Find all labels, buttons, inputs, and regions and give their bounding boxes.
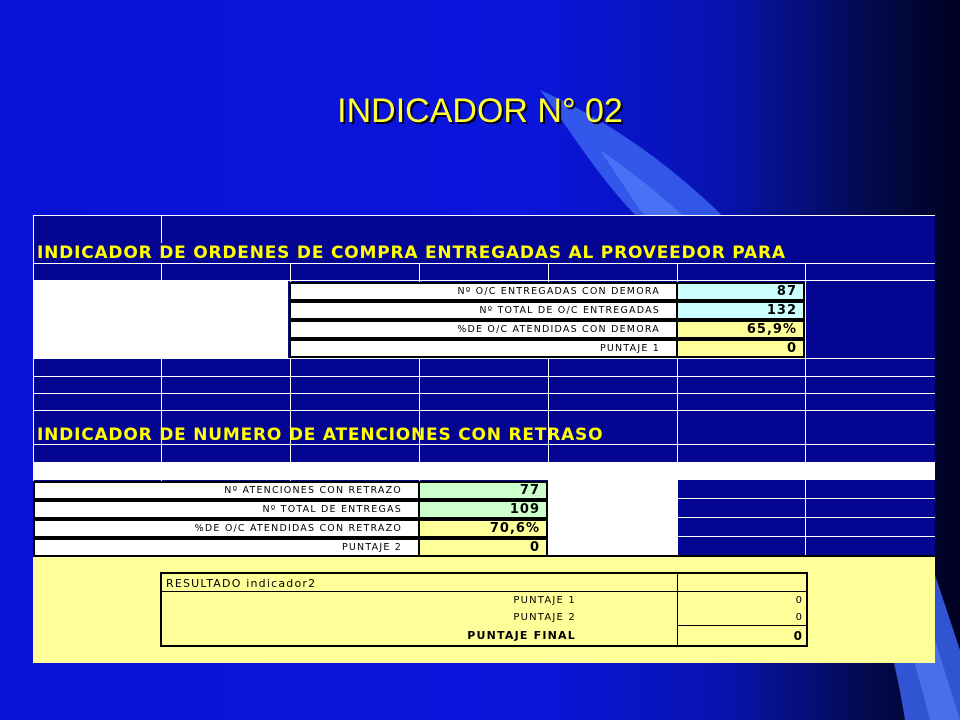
- slide-title: INDICADOR N° 02: [337, 92, 623, 130]
- indicator2-row-value: 77: [418, 481, 548, 500]
- indicator1-row-value: 0: [676, 339, 805, 358]
- indicator2-row-value: 70,6%: [418, 519, 548, 538]
- indicator2-row-value: 109: [418, 500, 548, 519]
- indicator1-row-value: 65,9%: [676, 320, 805, 339]
- result-value-rule: [678, 625, 806, 626]
- indicator2-row-label: Nº ATENCIONES CON RETRAZO: [33, 481, 420, 500]
- result-title: RESULTADO indicador2: [166, 577, 317, 590]
- indicator1-row-label: Nº TOTAL DE O/C ENTREGADAS: [289, 301, 678, 320]
- white-separator-row: [33, 462, 935, 479]
- result-row-value: 0: [795, 595, 802, 606]
- indicator1-row-label: %DE O/C ATENDIDAS CON DEMORA: [289, 320, 678, 339]
- result-row-label: PUNTAJE 2: [513, 612, 576, 623]
- result-final-label: PUNTAJE FINAL: [467, 629, 576, 642]
- indicator1-row-value: 132: [676, 301, 805, 320]
- indicator2-blank-block: [549, 479, 677, 555]
- indicator1-row-value: 87: [676, 282, 805, 301]
- result-divider: [677, 574, 678, 645]
- result-title-rule: [162, 591, 806, 592]
- indicator2-row-label: PUNTAJE 2: [33, 538, 420, 557]
- spreadsheet-table: [33, 215, 935, 663]
- indicator1-heading: INDICADOR DE ORDENES DE COMPRA ENTREGADAS AL PROVEEDOR PARA: [37, 243, 786, 263]
- indicator1-row-label: Nº O/C ENTREGADAS CON DEMORA: [289, 282, 678, 301]
- result-box: [160, 572, 808, 647]
- indicator2-row-label: Nº TOTAL DE ENTREGAS: [33, 500, 420, 519]
- indicator1-blank-block: [33, 280, 288, 358]
- result-row-label: PUNTAJE 1: [513, 595, 576, 606]
- indicator1-row-label: PUNTAJE 1: [289, 339, 678, 358]
- indicator2-row-label: %DE O/C ATENDIDAS CON RETRAZO: [33, 519, 420, 538]
- result-row-value: 0: [795, 612, 802, 623]
- indicator2-heading: INDICADOR DE NUMERO DE ATENCIONES CON RETRASO: [37, 425, 604, 445]
- indicator2-row-value: 0: [418, 538, 548, 557]
- result-final-value: 0: [793, 629, 802, 643]
